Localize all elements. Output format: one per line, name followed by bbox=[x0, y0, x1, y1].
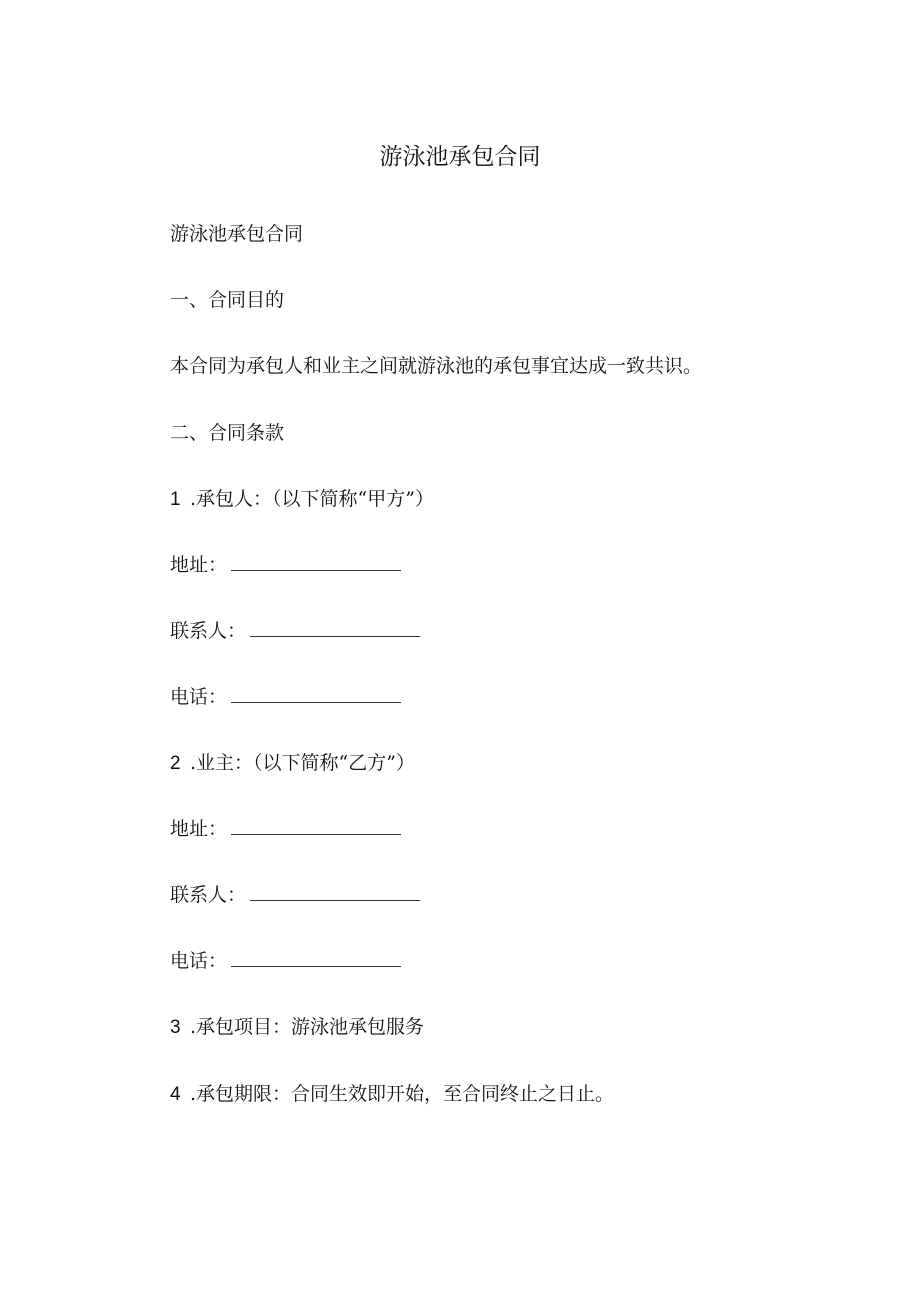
party-a-address bbox=[170, 550, 401, 580]
party-a-address-blank bbox=[231, 554, 401, 571]
clause-2-text: .业主：（以下简称“乙方”） bbox=[190, 752, 415, 774]
party-a-contact-label: 联系人： bbox=[170, 620, 247, 642]
party-b-contact-blank bbox=[250, 884, 420, 901]
party-a-phone-label: 电话： bbox=[170, 686, 228, 708]
clause-2-number: 2 bbox=[170, 753, 181, 774]
party-b-address-blank bbox=[231, 818, 401, 835]
party-a-contact-blank bbox=[250, 620, 420, 637]
section-1-heading: 一、合同目的 bbox=[170, 289, 285, 311]
party-b-address bbox=[170, 814, 401, 844]
party-a-contact bbox=[170, 616, 420, 646]
section-1-body: 本合同为承包人和业主之间就游泳池的承包事宜达成一致共识。 bbox=[170, 355, 703, 377]
party-a-address-label: 地址： bbox=[170, 554, 228, 576]
clause-4-number: 4 bbox=[170, 1084, 181, 1105]
party-b-contact bbox=[170, 880, 420, 910]
clause-2 bbox=[170, 748, 415, 779]
document-subtitle: 游泳池承包合同 bbox=[170, 223, 304, 245]
clause-1 bbox=[170, 484, 434, 515]
clause-4-text: .承包期限：合同生效即开始，至合同终止之日止。 bbox=[190, 1083, 615, 1105]
clause-3-text: .承包项目：游泳池承包服务 bbox=[190, 1016, 425, 1038]
party-a-phone-blank bbox=[231, 686, 401, 703]
clause-1-text: .承包人：（以下简称“甲方”） bbox=[190, 488, 434, 510]
party-b-contact-label: 联系人： bbox=[170, 884, 247, 906]
clause-3-number: 3 bbox=[170, 1017, 181, 1038]
clause-1-number: 1 bbox=[170, 489, 181, 510]
clause-4 bbox=[170, 1079, 614, 1110]
clause-3 bbox=[170, 1012, 424, 1043]
section-2-heading: 二、合同条款 bbox=[170, 422, 285, 444]
document-title: 游泳池承包合同 bbox=[379, 144, 541, 170]
party-b-phone bbox=[170, 946, 401, 976]
party-b-phone-blank bbox=[231, 950, 401, 967]
party-a-phone bbox=[170, 682, 401, 712]
party-b-phone-label: 电话： bbox=[170, 950, 228, 972]
party-b-address-label: 地址： bbox=[170, 818, 228, 840]
